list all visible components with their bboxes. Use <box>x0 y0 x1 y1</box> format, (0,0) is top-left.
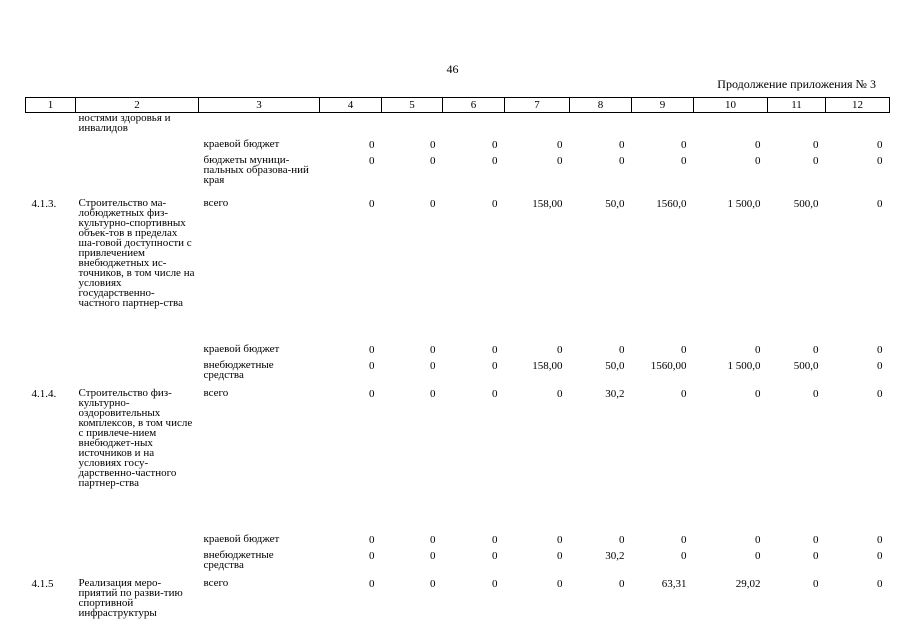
value-cell: 0 <box>430 197 436 210</box>
value-cell: 0 <box>492 359 498 372</box>
table-row <box>26 530 890 548</box>
value-cell: 0 <box>619 154 625 167</box>
row-name: Строительство физ-культурно-оздоровительных комплексов, в том числе с привлече-нием внебюджет-ных источников и на условиях госу-дарственно-частного партнер-ства <box>78 386 193 489</box>
value-cell: 0 <box>369 343 375 356</box>
header-cell: 4 <box>320 98 382 113</box>
value-cell: 0 <box>681 154 687 167</box>
row-source: всего <box>203 386 229 399</box>
value-cell: 0 <box>492 549 498 562</box>
table-row <box>26 194 890 340</box>
header-cell: 12 <box>826 98 890 113</box>
value-cell: 0 <box>619 577 625 590</box>
value-cell: 0 <box>369 197 375 210</box>
value-cell: 50,0 <box>605 359 625 372</box>
value-cell: 1 500,0 <box>727 197 761 210</box>
value-cell: 0 <box>813 343 819 356</box>
row-name <box>76 340 199 358</box>
value-cell: 50,0 <box>605 197 625 210</box>
value-cell: 0 <box>877 359 883 372</box>
row-code <box>26 548 76 574</box>
row-code: 4.1.5 <box>31 577 54 590</box>
value-cell <box>694 113 768 135</box>
value-cell: 0 <box>369 154 375 167</box>
value-cell: 0 <box>813 533 819 546</box>
value-cell: 0 <box>557 138 563 151</box>
row-code <box>26 530 76 548</box>
value-cell: 0 <box>877 577 883 590</box>
value-cell: 0 <box>369 359 375 372</box>
value-cell: 0 <box>755 387 761 400</box>
header-cell: 8 <box>570 98 632 113</box>
value-cell: 0 <box>369 533 375 546</box>
row-code: 4.1.4. <box>31 387 57 400</box>
row-code <box>26 113 76 135</box>
value-cell: 0 <box>430 577 436 590</box>
value-cell: 0 <box>492 154 498 167</box>
value-cell: 0 <box>369 577 375 590</box>
row-name <box>76 135 199 153</box>
header-cell: 9 <box>632 98 694 113</box>
value-cell <box>382 113 443 135</box>
value-cell <box>768 113 826 135</box>
table-row <box>26 340 890 358</box>
value-cell: 0 <box>681 533 687 546</box>
value-cell: 30,2 <box>605 549 625 562</box>
row-source: внебюджетные средства <box>203 548 274 571</box>
table-row <box>26 384 890 530</box>
value-cell: 0 <box>681 138 687 151</box>
header-cell: 3 <box>199 98 320 113</box>
row-code <box>26 153 76 194</box>
value-cell: 0 <box>755 549 761 562</box>
table-body <box>26 113 890 624</box>
header-cell: 1 <box>26 98 76 113</box>
value-cell: 0 <box>557 549 563 562</box>
value-cell: 0 <box>755 343 761 356</box>
value-cell: 0 <box>877 387 883 400</box>
value-cell: 0 <box>369 138 375 151</box>
table-row <box>26 548 890 574</box>
value-cell: 0 <box>813 138 819 151</box>
value-cell <box>826 113 890 135</box>
header-cell: 5 <box>382 98 443 113</box>
row-source: краевой бюджет <box>203 342 280 355</box>
value-cell: 0 <box>877 549 883 562</box>
value-cell: 158,00 <box>532 359 563 372</box>
value-cell: 0 <box>877 138 883 151</box>
value-cell: 0 <box>619 138 625 151</box>
value-cell: 0 <box>492 533 498 546</box>
continuation-label: Продолжение приложения № 3 <box>717 77 876 91</box>
value-cell: 0 <box>369 387 375 400</box>
row-name <box>76 530 199 548</box>
value-cell: 0 <box>877 197 883 210</box>
value-cell: 0 <box>430 138 436 151</box>
header-cell: 2 <box>76 98 199 113</box>
value-cell: 0 <box>430 387 436 400</box>
value-cell: 0 <box>430 343 436 356</box>
value-cell: 0 <box>492 197 498 210</box>
row-source: внебюджетные средства <box>203 358 274 381</box>
value-cell: 0 <box>755 154 761 167</box>
value-cell: 1560,00 <box>650 359 687 372</box>
row-code <box>26 358 76 384</box>
budget-table <box>25 97 890 624</box>
row-name <box>76 358 199 384</box>
value-cell: 0 <box>492 577 498 590</box>
value-cell <box>570 113 632 135</box>
value-cell: 0 <box>492 138 498 151</box>
row-source: бюджеты муници-пальных образова-ний края <box>203 153 309 186</box>
value-cell: 0 <box>813 154 819 167</box>
value-cell <box>632 113 694 135</box>
page-number: 46 <box>446 62 459 76</box>
value-cell: 0 <box>877 154 883 167</box>
value-cell: 0 <box>813 577 819 590</box>
header-cell: 10 <box>694 98 768 113</box>
value-cell: 0 <box>619 343 625 356</box>
row-code: 4.1.3. <box>31 197 57 210</box>
value-cell: 0 <box>492 343 498 356</box>
value-cell: 0 <box>557 387 563 400</box>
table-row <box>26 574 890 624</box>
value-cell: 0 <box>681 387 687 400</box>
row-source <box>199 113 320 135</box>
value-cell: 0 <box>813 549 819 562</box>
row-name: ностями здоровья и инвалидов <box>78 112 171 134</box>
value-cell: 0 <box>681 343 687 356</box>
value-cell: 30,2 <box>605 387 625 400</box>
table-row <box>26 113 890 135</box>
value-cell: 0 <box>877 343 883 356</box>
header-cell: 11 <box>768 98 826 113</box>
value-cell: 0 <box>557 343 563 356</box>
value-cell <box>443 113 505 135</box>
value-cell: 0 <box>557 154 563 167</box>
value-cell <box>505 113 570 135</box>
row-source: краевой бюджет <box>203 532 280 545</box>
value-cell: 0 <box>430 359 436 372</box>
value-cell: 1 500,0 <box>727 359 761 372</box>
value-cell: 0 <box>557 577 563 590</box>
value-cell: 158,00 <box>532 197 563 210</box>
value-cell: 0 <box>430 154 436 167</box>
row-name: Реализация меро-приятий по разви-тию спортивной инфраструктуры <box>78 576 183 619</box>
row-source: краевой бюджет <box>203 137 280 150</box>
row-code <box>26 340 76 358</box>
row-source: всего <box>203 576 229 589</box>
value-cell: 0 <box>430 533 436 546</box>
value-cell: 0 <box>492 387 498 400</box>
header-cell: 7 <box>505 98 570 113</box>
value-cell: 0 <box>681 549 687 562</box>
value-cell: 500,0 <box>793 359 819 372</box>
value-cell: 1560,0 <box>656 197 687 210</box>
row-name <box>76 153 199 194</box>
value-cell: 0 <box>755 533 761 546</box>
table-row <box>26 135 890 153</box>
row-code <box>26 135 76 153</box>
value-cell: 63,31 <box>661 577 687 590</box>
value-cell: 0 <box>619 533 625 546</box>
row-name: Строительство ма-лобюджетных физ-культурно-спортивных объек-тов в пределах ша-говой доступности с привлечением внебюджетных ис-точников, в том числе на условиях государственно-частного партнер-ства <box>78 196 195 309</box>
value-cell: 0 <box>369 549 375 562</box>
value-cell: 0 <box>813 387 819 400</box>
table-row <box>26 358 890 384</box>
row-source: всего <box>203 196 229 209</box>
value-cell: 0 <box>877 533 883 546</box>
value-cell: 0 <box>557 533 563 546</box>
header-cell: 6 <box>443 98 505 113</box>
header-row <box>26 98 890 113</box>
table-row <box>26 153 890 194</box>
value-cell: 0 <box>755 138 761 151</box>
row-name <box>76 548 199 574</box>
value-cell: 500,0 <box>793 197 819 210</box>
value-cell: 0 <box>430 549 436 562</box>
value-cell <box>320 113 382 135</box>
value-cell: 29,02 <box>735 577 761 590</box>
